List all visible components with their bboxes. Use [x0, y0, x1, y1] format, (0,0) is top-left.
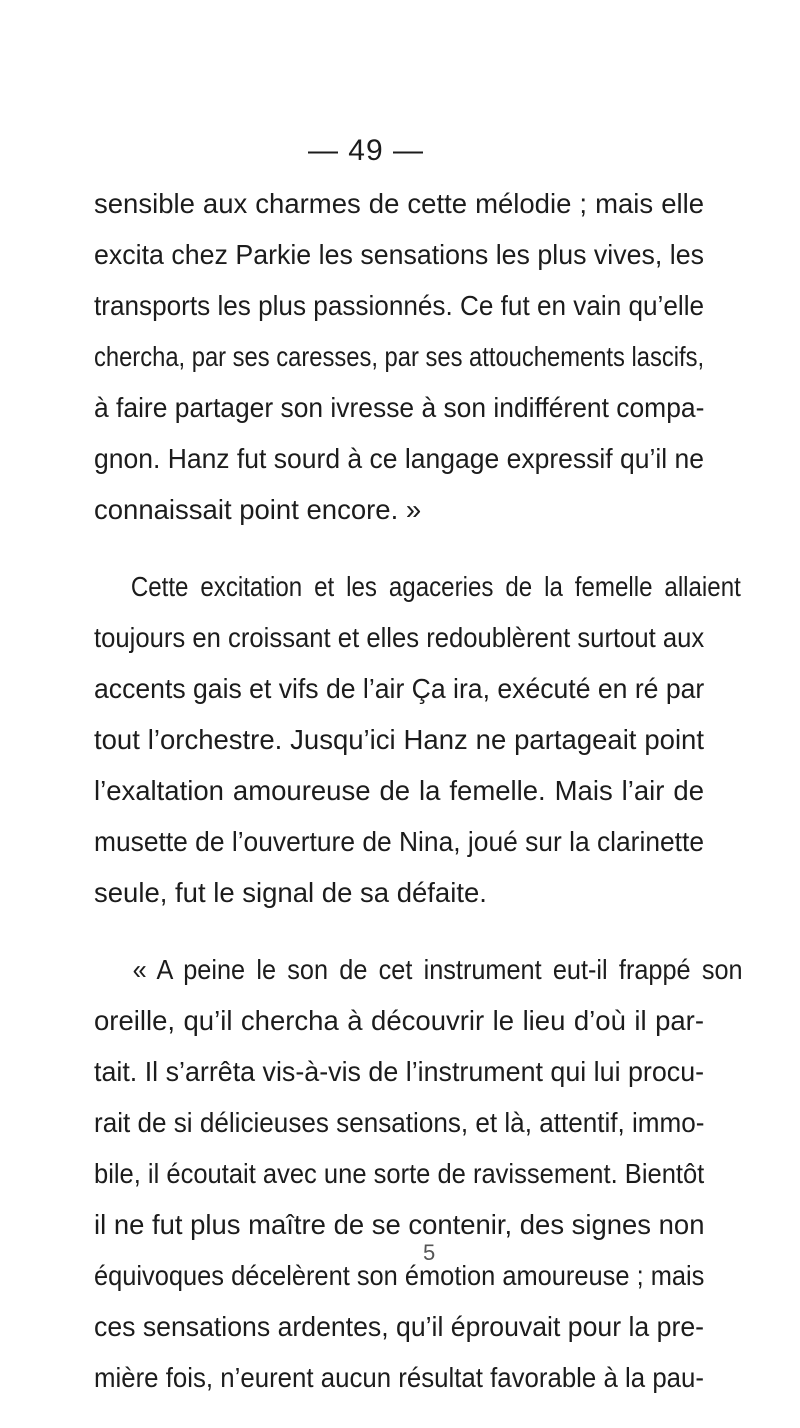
text-line: excita chez Parkie les sensations les plus vives, les [94, 239, 704, 270]
text-line: mière fois, n’eurent aucun résultat favorable à la pau- [94, 1362, 704, 1393]
text-line: bile, il écoutait avec une sorte de ravissement. Bientôt [94, 1158, 705, 1189]
page-number: — 49 — [307, 134, 425, 167]
text-line: toujours en croissant et elles redoublèrent surtout aux [94, 622, 705, 653]
text-line: seule, fut le signal de sa défaite. [94, 877, 487, 908]
text-line: oreille, qu’il chercha à découvrir le lieu d’où il par- [94, 1005, 704, 1036]
text-line: « A peine le son de cet instrument eut-il frappé son [132, 954, 743, 985]
signature-mark: 5 [423, 1240, 436, 1265]
text-line: tout l’orchestre. Jusqu’ici Hanz ne partageait point [94, 724, 704, 755]
text-line: connaissait point encore. » [94, 494, 422, 525]
text-line: il ne fut plus maître de se contenir, des signes non [94, 1209, 705, 1240]
text-line: l’exaltation amoureuse de la femelle. Mais l’air de [94, 775, 704, 806]
text-line: gnon. Hanz fut sourd à ce langage expressif qu’il ne [94, 443, 704, 474]
text-line: accents gais et vifs de l’air Ça ira, exécuté en ré par [94, 673, 705, 704]
text-line: chercha, par ses caresses, par ses attouchements lascifs, [94, 341, 705, 372]
paragraph-1 [94, 178, 704, 535]
text-line: sensible aux charmes de cette mélodie ; mais elle [94, 188, 704, 219]
paragraph-gap [94, 918, 704, 944]
text-line: tait. Il s’arrêta vis-à-vis de l’instrument qui lui procu- [94, 1056, 705, 1087]
paragraph-2 [94, 561, 741, 918]
text-line: Cette excitation et les agaceries de la femelle allaient [130, 571, 741, 602]
text-line: transports les plus passionnés. Ce fut en vain qu’elle [94, 290, 705, 321]
paragraph-3 [94, 944, 743, 1403]
paragraph-gap [94, 535, 704, 561]
text-line: équivoques décelèrent son émotion amoureuse ; mais [94, 1260, 705, 1291]
body-text [94, 178, 743, 1403]
text-line: musette de l’ouverture de Nina, joué sur la clarinette [94, 826, 704, 857]
text-line: rait de si délicieuses sensations, et là, attentif, immo- [94, 1107, 705, 1138]
text-line: à faire partager son ivresse à son indifférent compa- [94, 392, 705, 423]
text-line: ces sensations ardentes, qu’il éprouvait pour la pre- [94, 1311, 704, 1342]
